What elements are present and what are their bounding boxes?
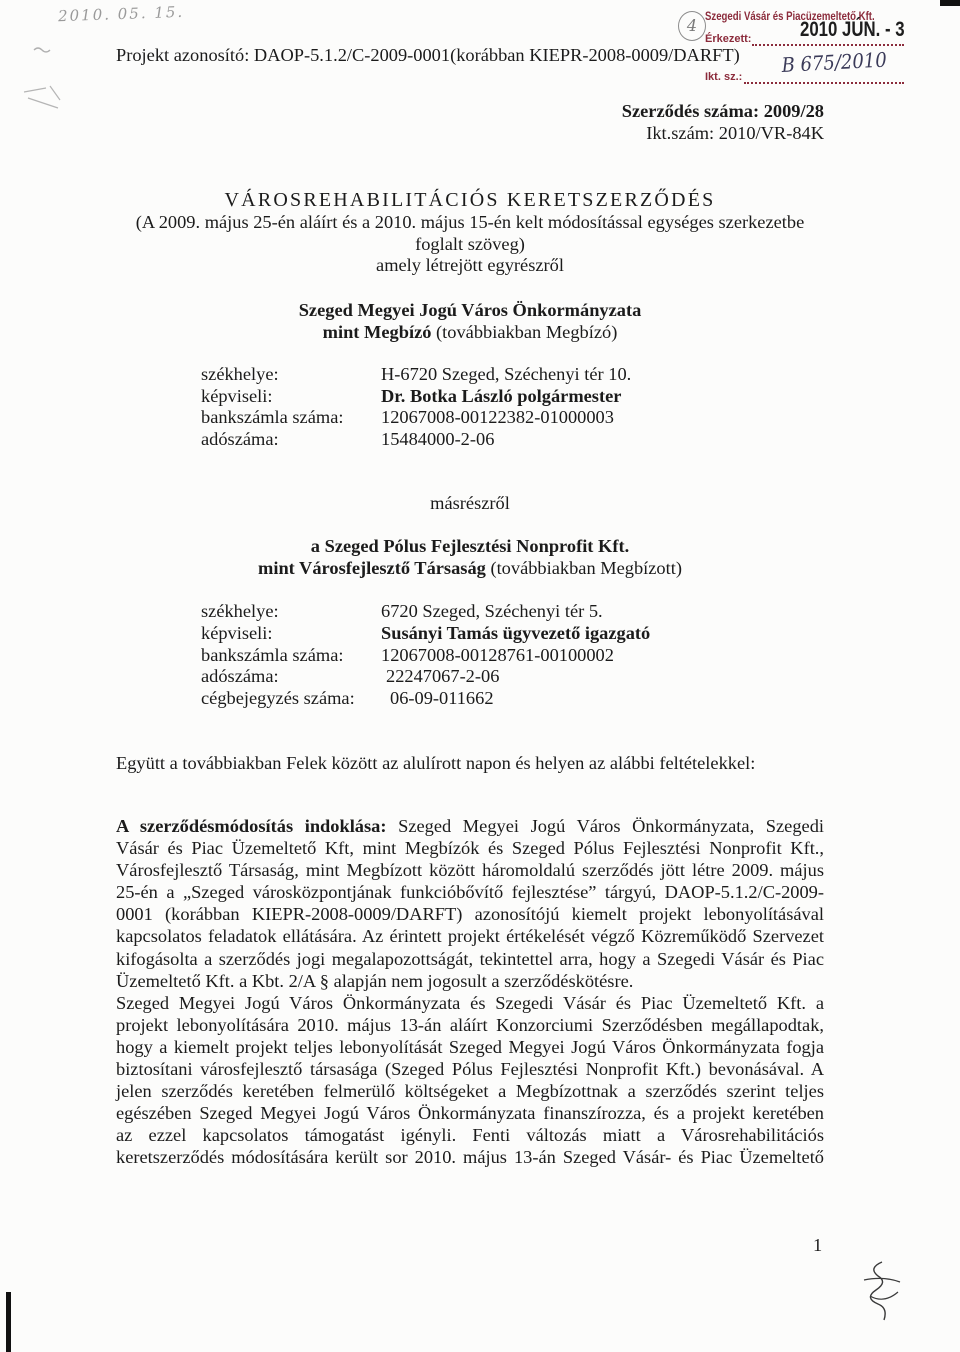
paragraph-2-line: hogy a kiemelt projekt teljes lebonyolítását Szeged Megyei Jogú Város Önkormányzata fogja [116,1037,824,1057]
margin-scribble [14,36,74,116]
contract-number: Szerződés száma: 2009/28 [621,101,824,121]
party-1-tax-number-label: adószáma: [201,429,279,449]
party-1-seat-label: székhelye: [201,364,279,384]
party-2-role-bold: mint Városfejlesztő Társaság [258,558,486,578]
stamp-company-name: Szegedi Vásár és Piacüzemeltető Kft. [705,9,875,23]
project-id: Projekt azonosító: DAOP-5.1.2/C-2009-0001(korábban KIEPR-2008-0009/DARFT) [116,45,740,65]
handwritten-initials [852,1256,916,1326]
party-2-representative-label: képviseli: [201,623,273,643]
party-2-name: a Szeged Pólus Fejlesztési Nonprofit Kft. [310,536,630,556]
party-1-representative-label: képviseli: [201,386,273,406]
scan-edge-mark-bottom [6,1292,11,1352]
stamp-received-date: 2010 JÚN. - 3 [800,18,905,41]
page-number: 1 [813,1235,823,1255]
party-2-seat-label: székhelye: [201,601,279,621]
intro-line: amely létrejött egyrészről [376,255,564,275]
paragraph-1-line [116,815,824,837]
amendment-reason-heading: A szerződésmódosítás indoklása: [116,816,387,836]
stamp-registry-dotted-line [744,82,904,84]
document-title: VÁROSREHABILITÁCIÓS KERETSZERZŐDÉS [224,189,716,211]
paragraph-2-line: egészében Szeged Megyei Jogú Város Önkormányzata finanszírozza, és a projekt keretében [116,1103,824,1123]
paragraph-2-line: az ezzel kapcsolatos támogatást igényli. Fenti változás miatt a Városrehabilitációs [116,1125,824,1145]
paragraph-1-line: kifogásolta a szerződés jogi megalapozottságát, tekintettel arra, hogy a Szegedi Vásár és Piac [116,949,824,969]
party-2-seat-value: 6720 Szeged, Széchenyi tér 5. [381,601,603,621]
party-2-role [116,557,824,579]
party-2-representative-value: Susányi Tamás ügyvezető igazgató [381,623,651,643]
party-2-tax-number-value: 22247067-2-06 [386,666,500,686]
handwritten-date-note: 2010. 05. 15. [57,2,185,26]
circled-page-number: 4 [678,11,706,41]
paragraph-1-line: Vásár és Piac Üzemeltető Kft, mint Megbízók és Szeged Pólus Fejlesztési Nonprofit Kft., [116,838,824,858]
party-1-name: Szeged Megyei Jogú Város Önkormányzata [298,300,642,320]
paragraph-1-line: 0001 (korábban KIEPR-2008-0009/DARFT) azonosítójú kiemelt projekt lebonyolításával [116,904,824,924]
paragraph-2-line: keretszerződés módosítására került sor 2010. május 13-án Szeged Vásár- és Piac Üzemeltető [116,1147,824,1167]
registry-number: Ikt.szám: 2010/VR-84K [646,123,824,143]
party-2-tax-number-label: adószáma: [201,666,279,686]
party-2-registration-value: 06-09-011662 [390,688,494,708]
paragraph-1-line: Városfejlesztő Társaság, mint Megbízott között háromoldalú szerződés jött létre 2009. május [116,860,824,880]
paragraph-1-line: kapcsolatos feladatok ellátására. Az érintett projekt értékelését végző Közreműködő Szervezet [116,926,824,946]
separator-line: másrészről [430,493,510,513]
agreement-intro: Együtt a továbbiakban Felek között az alulírott napon és helyen az alábbi feltételekkel: [116,753,756,773]
party-2-role-rest: (továbbiakban Megbízott) [485,558,682,578]
paragraph-1-line-text: Szeged Megyei Jogú Város Önkormányzata, Szegedi [386,816,824,836]
party-1-bank-account-value: 12067008-00122382-01000003 [381,407,614,427]
party-1-bank-account-label: bankszámla száma: [201,407,344,427]
handwritten-registry-number: B 675/2010 [781,47,888,77]
stamp-registry-label: Ikt. sz.: [705,71,743,83]
party-1-representative-value: Dr. Botka László polgármester [381,386,622,406]
paragraph-2-line: jelen szerződés keretében felmerülő költségeket a Megbízottnak a szerződés szerint teljes [116,1081,824,1101]
paragraph-2-line: Szeged Megyei Jogú Város Önkormányzata és Szegedi Vásár és Piac Üzemeltető Kft. a [116,993,824,1013]
paragraph-2-line: projekt lebonyolítására 2010. május 13-án aláírt Konzorciumi Szerződésben megállapodtak, [116,1015,824,1035]
party-1-role [116,321,824,343]
party-1-tax-number-value: 15484000-2-06 [381,429,495,449]
party-1-role-rest: (továbbiakban Megbízó) [431,322,618,342]
scan-edge-mark-top [940,0,960,6]
paragraph-1-line: Üzemeltető Kft. a Kbt. 2/A § alapján nem jogosult a szerződéskötésre. [116,971,634,991]
paragraph-2-line: biztosítani városfejlesztő társasága (Szeged Pólus Fejlesztési Nonprofit Kft.) bevonásával. A [116,1059,824,1079]
party-2-bank-account-label: bankszámla száma: [201,645,344,665]
party-1-role-bold: mint Megbízó [322,322,432,342]
subtitle-line-1: (A 2009. május 25-én aláírt és a 2010. május 15-én kelt módosítással egységes szerkezetbe [135,212,805,232]
party-2-registration-label: cégbejegyzés száma: [201,688,355,708]
stamp-received-label: Érkezett: [705,33,752,45]
stamp-received-dotted-line [752,44,904,46]
paragraph-1-line: 25-én a „Szeged városközpontjának funkcióbővítő fejlesztése” tárgyú, DAOP-5.1.2/C-2009- [116,882,824,902]
party-2-bank-account-value: 12067008-00128761-00100002 [381,645,614,665]
subtitle-line-2: foglalt szöveg) [415,234,525,254]
party-1-seat-value: H-6720 Szeged, Széchenyi tér 10. [381,364,632,384]
